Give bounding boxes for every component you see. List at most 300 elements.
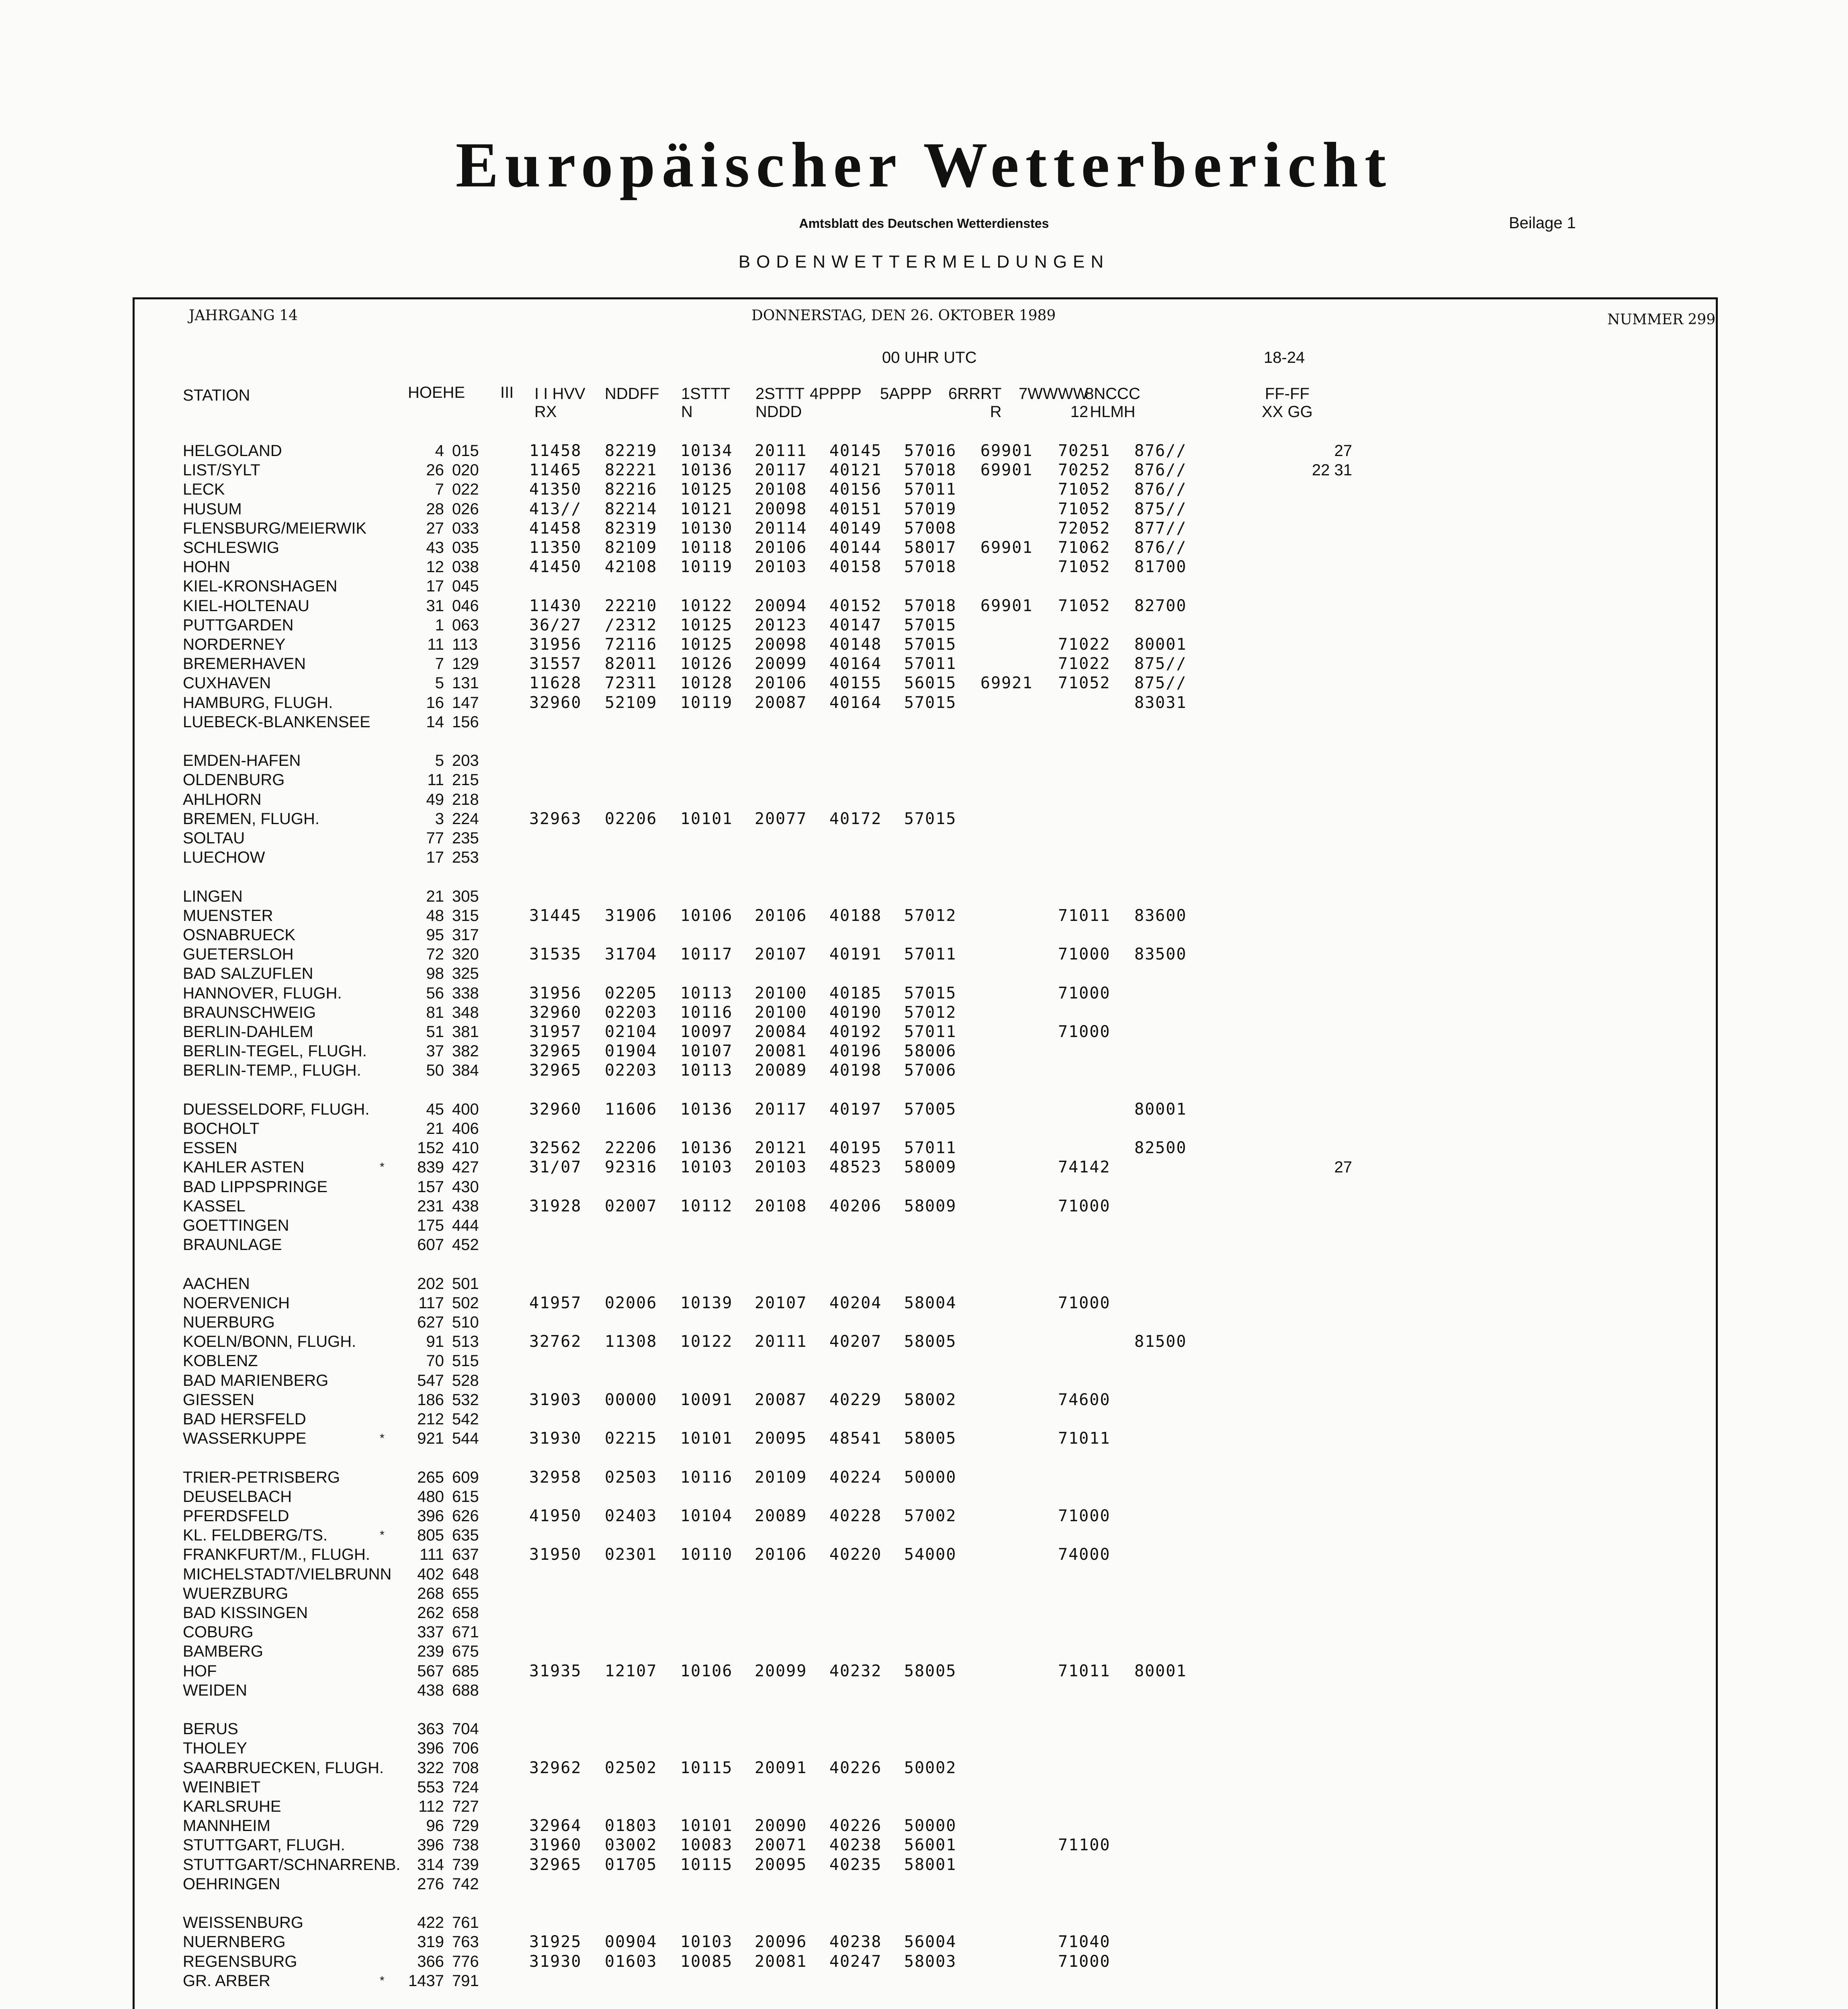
code-group: 877// bbox=[1134, 519, 1187, 538]
code-group: 32965 bbox=[529, 1856, 582, 1874]
code-group: 71052 bbox=[1058, 558, 1111, 576]
station-name: GR. ARBER bbox=[183, 1972, 270, 1990]
wind-gust-value: 22 31 bbox=[1312, 461, 1352, 479]
code-group: 71000 bbox=[1058, 1023, 1111, 1041]
table-row bbox=[183, 1429, 1710, 1448]
code-group: 71022 bbox=[1058, 635, 1111, 654]
beilage-label: Beilage 1 bbox=[1509, 214, 1576, 232]
station-height: 337 bbox=[417, 1623, 444, 1641]
code-group: 02206 bbox=[605, 810, 657, 828]
code-group: 20091 bbox=[755, 1759, 807, 1777]
code-group: 31928 bbox=[529, 1197, 582, 1215]
station-height: 7 bbox=[435, 481, 444, 498]
station-id: 626 bbox=[452, 1507, 479, 1525]
table-row bbox=[183, 1526, 1710, 1545]
code-group: 57011 bbox=[904, 945, 957, 964]
code-group: 31704 bbox=[605, 945, 657, 964]
code-group: 69901 bbox=[980, 597, 1033, 615]
station-height: 396 bbox=[417, 1836, 444, 1854]
table-row bbox=[183, 1874, 1710, 1894]
station-height: 3 bbox=[435, 810, 444, 828]
time-label: 00 UHR UTC bbox=[882, 349, 977, 366]
code-group: 875// bbox=[1134, 655, 1187, 673]
table-row bbox=[183, 1061, 1710, 1080]
station-id: 724 bbox=[452, 1778, 479, 1796]
station-id: 776 bbox=[452, 1953, 479, 1970]
table-row bbox=[183, 1797, 1710, 1816]
code-group: 10122 bbox=[680, 1332, 733, 1351]
code-group: 71000 bbox=[1058, 984, 1111, 1002]
table-row bbox=[183, 1177, 1710, 1197]
code-group: 32964 bbox=[529, 1817, 582, 1835]
table-row bbox=[183, 770, 1710, 790]
code-group: 58017 bbox=[904, 538, 957, 557]
code-group: 80001 bbox=[1134, 635, 1187, 654]
table-row bbox=[183, 1003, 1710, 1022]
code-group: 50000 bbox=[904, 1817, 957, 1835]
station-id: 131 bbox=[452, 674, 479, 692]
station-height: 480 bbox=[417, 1488, 444, 1506]
code-group: 32960 bbox=[529, 694, 582, 712]
station-height: 72 bbox=[426, 945, 444, 963]
station-name: KOBLENZ bbox=[183, 1352, 258, 1370]
code-group: 40196 bbox=[829, 1042, 882, 1060]
station-name: LECK bbox=[183, 481, 225, 498]
code-group: 32562 bbox=[529, 1139, 582, 1157]
code-group: 57016 bbox=[904, 442, 957, 460]
station-id: 648 bbox=[452, 1565, 479, 1583]
table-row bbox=[183, 460, 1710, 480]
code-group: 10106 bbox=[680, 906, 733, 925]
code-group: 50000 bbox=[904, 1468, 957, 1487]
station-id: 384 bbox=[452, 1062, 479, 1079]
code-group: 41458 bbox=[529, 519, 582, 538]
code-group: 40247 bbox=[829, 1952, 882, 1971]
page-title: Europäischer Wetterbericht bbox=[455, 129, 1393, 200]
station-name: MICHELSTADT/VIELBRUNN bbox=[183, 1565, 392, 1583]
code-group: 20117 bbox=[755, 461, 807, 479]
table-row bbox=[183, 848, 1710, 867]
code-group: 20090 bbox=[755, 1817, 807, 1835]
station-height: 202 bbox=[417, 1275, 444, 1293]
table-row bbox=[183, 712, 1710, 732]
table-row bbox=[183, 1274, 1710, 1293]
code-group: 40226 bbox=[829, 1817, 882, 1835]
station-name: ESSEN bbox=[183, 1139, 237, 1157]
station-height: 96 bbox=[426, 1817, 444, 1835]
code-group: 32965 bbox=[529, 1061, 582, 1080]
code-group: 11606 bbox=[605, 1100, 657, 1119]
code-group: 41957 bbox=[529, 1294, 582, 1312]
station-id: 444 bbox=[452, 1217, 479, 1234]
table-row bbox=[183, 441, 1710, 460]
station-name: BERUS bbox=[183, 1720, 238, 1738]
code-group: 876// bbox=[1134, 538, 1187, 557]
code-group: 40121 bbox=[829, 461, 882, 479]
station-height: 231 bbox=[417, 1197, 444, 1215]
code-group: 32958 bbox=[529, 1468, 582, 1487]
station-height: 98 bbox=[426, 965, 444, 982]
code-group: 57011 bbox=[904, 1139, 957, 1157]
station-height: 51 bbox=[426, 1023, 444, 1041]
station-height: 402 bbox=[417, 1565, 444, 1583]
code-group: /2312 bbox=[605, 616, 657, 634]
station-name: KIEL-HOLTENAU bbox=[183, 597, 309, 615]
table-row bbox=[183, 673, 1710, 693]
station-name: AHLHORN bbox=[183, 791, 262, 808]
station-height: 48 bbox=[426, 907, 444, 925]
station-id: 203 bbox=[452, 752, 479, 769]
station-id: 156 bbox=[452, 713, 479, 731]
station-name: KARLSRUHE bbox=[183, 1798, 281, 1815]
col-7wwww: 7WWWW 12 bbox=[1019, 385, 1089, 421]
station-id: 685 bbox=[452, 1662, 479, 1680]
table-row bbox=[183, 693, 1710, 712]
station-height: 21 bbox=[426, 888, 444, 905]
code-group: 70251 bbox=[1058, 442, 1111, 460]
station-id: 739 bbox=[452, 1856, 479, 1874]
station-name: SAARBRUECKEN, FLUGH. bbox=[183, 1759, 384, 1777]
table-row bbox=[183, 1758, 1710, 1778]
code-group: 57015 bbox=[904, 635, 957, 654]
code-group: 58005 bbox=[904, 1429, 957, 1448]
station-id: 400 bbox=[452, 1101, 479, 1118]
code-group: 41350 bbox=[529, 480, 582, 499]
station-height: 81 bbox=[426, 1004, 444, 1021]
station-name: BAD KISSINGEN bbox=[183, 1604, 308, 1622]
code-group: 10136 bbox=[680, 461, 733, 479]
station-id: 063 bbox=[452, 616, 479, 634]
code-group: 10113 bbox=[680, 1061, 733, 1080]
station-name: DEUSELBACH bbox=[183, 1488, 292, 1506]
date-label: DONNERSTAG, DEN 26. OKTOBER 1989 bbox=[751, 307, 1056, 324]
station-height: 805 bbox=[417, 1526, 444, 1544]
station-id: 501 bbox=[452, 1275, 479, 1293]
station-height: 438 bbox=[417, 1682, 444, 1699]
code-group: 82109 bbox=[605, 538, 657, 557]
station-id: 510 bbox=[452, 1313, 479, 1331]
code-group: 02503 bbox=[605, 1468, 657, 1487]
station-name: BRAUNSCHWEIG bbox=[183, 1004, 316, 1021]
code-group: 10136 bbox=[680, 1100, 733, 1119]
station-id: 502 bbox=[452, 1294, 479, 1312]
code-group: 32960 bbox=[529, 1100, 582, 1119]
station-id: 609 bbox=[452, 1469, 479, 1486]
station-name: LUEBECK-BLANKENSEE bbox=[183, 713, 370, 731]
code-group: 82319 bbox=[605, 519, 657, 538]
table-row bbox=[183, 1332, 1710, 1351]
station-height: 363 bbox=[417, 1720, 444, 1738]
station-height: 547 bbox=[417, 1372, 444, 1389]
code-group: 11458 bbox=[529, 442, 582, 460]
station-id: 147 bbox=[452, 694, 479, 712]
code-group: 71000 bbox=[1058, 1197, 1111, 1215]
station-id: 513 bbox=[452, 1333, 479, 1350]
code-group: 57015 bbox=[904, 810, 957, 828]
code-group: 20100 bbox=[755, 984, 807, 1002]
station-height: 50 bbox=[426, 1062, 444, 1079]
code-group: 20121 bbox=[755, 1139, 807, 1157]
code-group: 40235 bbox=[829, 1856, 882, 1874]
station-height: 239 bbox=[417, 1643, 444, 1660]
code-group: 02007 bbox=[605, 1197, 657, 1215]
code-group: 82214 bbox=[605, 500, 657, 518]
code-group: 20117 bbox=[755, 1100, 807, 1119]
code-group: 40156 bbox=[829, 480, 882, 499]
code-group: 10125 bbox=[680, 480, 733, 499]
code-group: 80001 bbox=[1134, 1662, 1187, 1680]
table-row bbox=[183, 1971, 1710, 1991]
table-row bbox=[183, 654, 1710, 673]
code-group: 02502 bbox=[605, 1759, 657, 1777]
code-group: 50002 bbox=[904, 1759, 957, 1777]
code-group: 58005 bbox=[904, 1662, 957, 1680]
code-group: 40172 bbox=[829, 810, 882, 828]
code-group: 11628 bbox=[529, 674, 582, 692]
code-group: 10115 bbox=[680, 1759, 733, 1777]
table-row bbox=[183, 945, 1710, 964]
code-group: 71011 bbox=[1058, 1429, 1111, 1448]
code-group: 40206 bbox=[829, 1197, 882, 1215]
station-height: 186 bbox=[417, 1391, 444, 1409]
code-group: 10110 bbox=[680, 1545, 733, 1564]
station-id: 022 bbox=[452, 481, 479, 498]
code-group: 10130 bbox=[680, 519, 733, 538]
code-group: 31906 bbox=[605, 906, 657, 925]
code-group: 10106 bbox=[680, 1662, 733, 1680]
station-id: 675 bbox=[452, 1643, 479, 1660]
station-height: 422 bbox=[417, 1914, 444, 1931]
jahrgang-label: JAHRGANG 14 bbox=[189, 307, 298, 324]
table-row bbox=[183, 596, 1710, 616]
code-group: 40147 bbox=[829, 616, 882, 634]
code-group: 74142 bbox=[1058, 1158, 1111, 1176]
station-name: REGENSBURG bbox=[183, 1953, 297, 1970]
station-name: HOF bbox=[183, 1662, 217, 1680]
station-id: 706 bbox=[452, 1739, 479, 1757]
code-group: 40198 bbox=[829, 1061, 882, 1080]
code-group: 10113 bbox=[680, 984, 733, 1002]
code-group: 57008 bbox=[904, 519, 957, 538]
code-group: 57011 bbox=[904, 480, 957, 499]
station-height: 49 bbox=[426, 791, 444, 808]
code-group: 20107 bbox=[755, 1294, 807, 1312]
station-id: 253 bbox=[452, 849, 479, 866]
station-height: 314 bbox=[417, 1856, 444, 1874]
code-group: 10139 bbox=[680, 1294, 733, 1312]
station-height: 553 bbox=[417, 1778, 444, 1796]
code-group: 10101 bbox=[680, 1429, 733, 1448]
col-1sttt: 1STTT N bbox=[681, 385, 731, 421]
code-group: 57015 bbox=[904, 616, 957, 634]
station-id: 791 bbox=[452, 1972, 479, 1990]
table-row bbox=[183, 1932, 1710, 1952]
code-group: 40195 bbox=[829, 1139, 882, 1157]
table-row bbox=[183, 1719, 1710, 1739]
code-group: 10103 bbox=[680, 1933, 733, 1951]
code-group: 40191 bbox=[829, 945, 882, 964]
code-group: 56001 bbox=[904, 1836, 957, 1854]
station-id: 235 bbox=[452, 829, 479, 847]
code-group: 10104 bbox=[680, 1507, 733, 1525]
code-group: 10121 bbox=[680, 500, 733, 518]
code-group: 10116 bbox=[680, 1003, 733, 1022]
table-row bbox=[183, 1739, 1710, 1758]
station-name: MUENSTER bbox=[183, 907, 273, 925]
station-name: TRIER-PETRISBERG bbox=[183, 1469, 340, 1486]
code-group: 876// bbox=[1134, 461, 1187, 479]
station-id: 410 bbox=[452, 1139, 479, 1157]
table-row bbox=[183, 1681, 1710, 1700]
code-group: 20106 bbox=[755, 674, 807, 692]
code-group: 40207 bbox=[829, 1332, 882, 1351]
table-row bbox=[183, 1390, 1710, 1410]
station-id: 438 bbox=[452, 1197, 479, 1215]
table-row bbox=[183, 1022, 1710, 1041]
code-group: 32960 bbox=[529, 1003, 582, 1022]
code-group: 41450 bbox=[529, 558, 582, 576]
code-group: 82221 bbox=[605, 461, 657, 479]
station-name: NOERVENICH bbox=[183, 1294, 290, 1312]
code-group: 57002 bbox=[904, 1507, 957, 1525]
code-group: 54000 bbox=[904, 1545, 957, 1564]
station-id: 452 bbox=[452, 1236, 479, 1254]
code-group: 71052 bbox=[1058, 597, 1111, 615]
station-height: 91 bbox=[426, 1333, 444, 1350]
station-height: 1437 bbox=[408, 1972, 444, 1990]
station-id: 113 bbox=[452, 636, 478, 653]
station-id: 688 bbox=[452, 1682, 479, 1699]
code-group: 40164 bbox=[829, 655, 882, 673]
station-id: 381 bbox=[452, 1023, 479, 1041]
code-group: 20109 bbox=[755, 1468, 807, 1487]
station-id: 129 bbox=[452, 655, 479, 673]
code-group: 02006 bbox=[605, 1294, 657, 1312]
code-group: 20095 bbox=[755, 1856, 807, 1874]
code-group: 20071 bbox=[755, 1836, 807, 1854]
code-group: 31557 bbox=[529, 655, 582, 673]
table-row bbox=[183, 1622, 1710, 1642]
code-group: 32962 bbox=[529, 1759, 582, 1777]
code-group: 12107 bbox=[605, 1662, 657, 1680]
wind-gust-value: 27 bbox=[1334, 1158, 1352, 1176]
station-name: BERLIN-TEGEL, FLUGH. bbox=[183, 1042, 367, 1060]
code-group: 31930 bbox=[529, 1952, 582, 1971]
station-id: 338 bbox=[452, 984, 479, 1002]
code-group: 48541 bbox=[829, 1429, 882, 1448]
code-group: 20111 bbox=[755, 442, 807, 460]
table-row bbox=[183, 906, 1710, 925]
code-group: 01705 bbox=[605, 1856, 657, 1874]
code-group: 40238 bbox=[829, 1933, 882, 1951]
station-height: 95 bbox=[426, 926, 444, 944]
code-group: 00904 bbox=[605, 1933, 657, 1951]
station-name: HOHN bbox=[183, 558, 230, 576]
station-height: 1 bbox=[435, 616, 444, 634]
station-height: 12 bbox=[426, 558, 444, 576]
code-group: 40238 bbox=[829, 1836, 882, 1854]
station-id: 320 bbox=[452, 945, 479, 963]
col-nddff: NDDFF bbox=[605, 385, 659, 403]
station-name: OSNABRUECK bbox=[183, 926, 296, 944]
code-group: 57015 bbox=[904, 694, 957, 712]
station-name: WEINBIET bbox=[183, 1778, 261, 1796]
code-group: 69921 bbox=[980, 674, 1033, 692]
station-id: 015 bbox=[452, 442, 479, 460]
code-group: 58009 bbox=[904, 1197, 957, 1215]
code-group: 58005 bbox=[904, 1332, 957, 1351]
code-group: 70252 bbox=[1058, 461, 1111, 479]
station-id: 738 bbox=[452, 1836, 479, 1854]
code-group: 71052 bbox=[1058, 674, 1111, 692]
station-id: 742 bbox=[452, 1875, 479, 1893]
table-row bbox=[183, 1584, 1710, 1603]
station-height: 43 bbox=[426, 539, 444, 556]
code-group: 71011 bbox=[1058, 1662, 1111, 1680]
station-name: NUERNBERG bbox=[183, 1933, 286, 1951]
station-id: 655 bbox=[452, 1585, 479, 1602]
code-group: 20099 bbox=[755, 1662, 807, 1680]
code-group: 03002 bbox=[605, 1836, 657, 1854]
station-height: 152 bbox=[417, 1139, 444, 1157]
table-row bbox=[183, 1855, 1710, 1874]
code-group: 58001 bbox=[904, 1856, 957, 1874]
mountain-station-marker: * bbox=[380, 1160, 385, 1174]
code-group: 71040 bbox=[1058, 1933, 1111, 1951]
station-name: BOCHOLT bbox=[183, 1120, 260, 1137]
code-group: 83500 bbox=[1134, 945, 1187, 964]
col-8nccc: 8NCCC HLMH bbox=[1085, 385, 1140, 421]
code-group: 20081 bbox=[755, 1952, 807, 1971]
code-group: 31935 bbox=[529, 1662, 582, 1680]
station-name: PFERDSFELD bbox=[183, 1507, 289, 1525]
code-group: 20106 bbox=[755, 906, 807, 925]
station-name: MANNHEIM bbox=[183, 1817, 270, 1835]
table-row bbox=[183, 557, 1710, 577]
station-name: AACHEN bbox=[183, 1275, 250, 1293]
station-id: 671 bbox=[452, 1623, 479, 1641]
station-name: HANNOVER, FLUGH. bbox=[183, 984, 342, 1002]
code-group: 58004 bbox=[904, 1294, 957, 1312]
station-name: BERLIN-TEMP., FLUGH. bbox=[183, 1062, 361, 1079]
station-height: 157 bbox=[417, 1178, 444, 1196]
code-group: 20114 bbox=[755, 519, 807, 538]
code-group: 57012 bbox=[904, 906, 957, 925]
code-group: 57018 bbox=[904, 461, 957, 479]
table-row bbox=[183, 1913, 1710, 1932]
code-group: 40192 bbox=[829, 1023, 882, 1041]
section-title: BODENWETTERMELDUNGEN bbox=[738, 252, 1110, 272]
station-name: GUETERSLOH bbox=[183, 945, 294, 963]
table-row bbox=[183, 519, 1710, 538]
code-group: 32965 bbox=[529, 1042, 582, 1060]
station-id: 704 bbox=[452, 1720, 479, 1738]
code-group: 58003 bbox=[904, 1952, 957, 1971]
code-group: 31956 bbox=[529, 635, 582, 654]
station-height: 21 bbox=[426, 1120, 444, 1137]
code-group: 31535 bbox=[529, 945, 582, 964]
station-name: WUERZBURG bbox=[183, 1585, 289, 1602]
station-name: BREMERHAVEN bbox=[183, 655, 306, 673]
subtitle: Amtsblatt des Deutschen Wetterdienstes bbox=[799, 216, 1049, 231]
table-row bbox=[183, 1371, 1710, 1390]
code-group: 31/07 bbox=[529, 1158, 582, 1176]
code-group: 10119 bbox=[680, 694, 733, 712]
table-row bbox=[183, 1506, 1710, 1526]
code-group: 40148 bbox=[829, 635, 882, 654]
station-name: DUESSELDORF, FLUGH. bbox=[183, 1101, 370, 1118]
code-group: 72052 bbox=[1058, 519, 1111, 538]
